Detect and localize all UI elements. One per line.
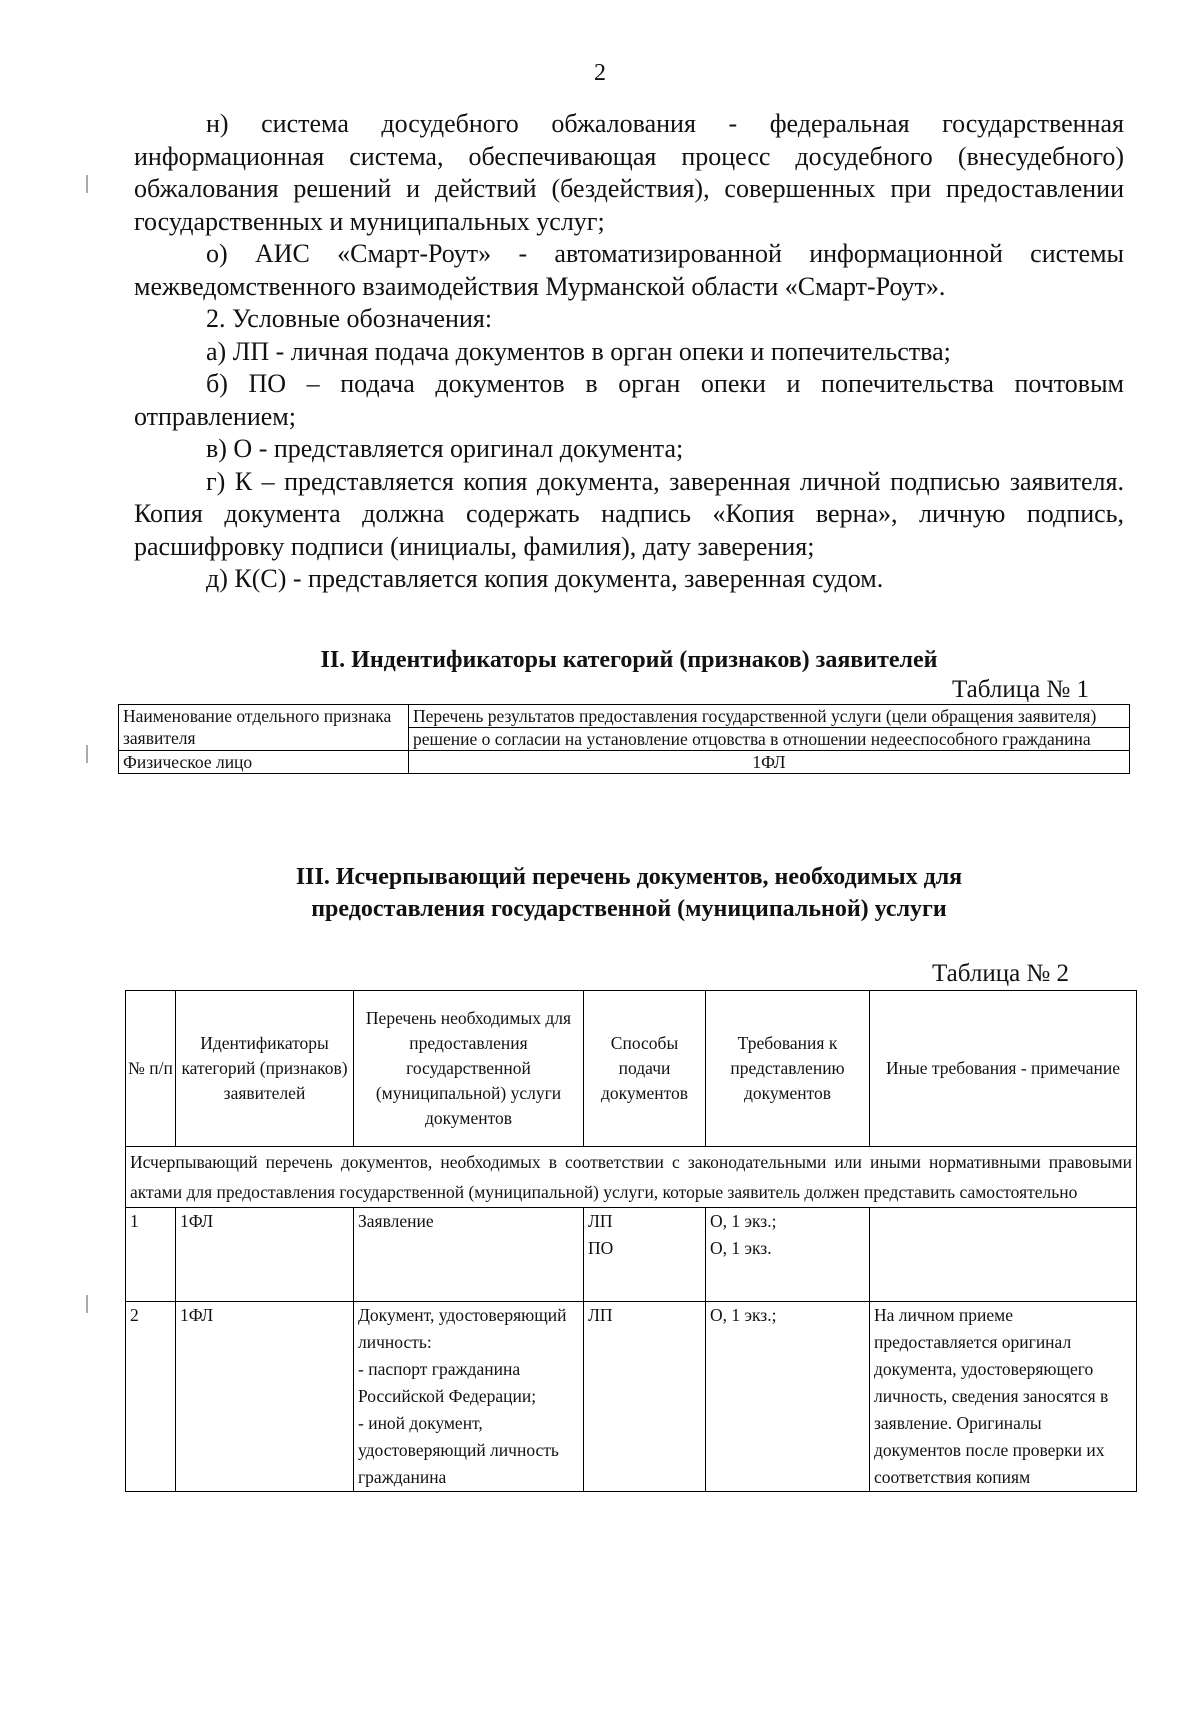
paragraph: о) АИС «Смарт-Роут» - автоматизированной информационной системы межведомственного взаимодействия Мурманской области «Смарт-Роут».	[134, 239, 1124, 301]
table-1-row-label: Физическое лицо	[119, 751, 409, 774]
table-2-cell-num: 1	[126, 1208, 176, 1302]
paragraph: в) О - представляется оригинал документа;	[206, 434, 684, 463]
table-2-cell-id: 1ФЛ	[176, 1302, 354, 1492]
table-2-header-docs: Перечень необходимых для предоставления государственной (муниципальной) услуги документов	[354, 991, 584, 1147]
table-2-cell-req: О, 1 экз.;	[706, 1302, 870, 1492]
table-2-cell-num: 2	[126, 1302, 176, 1492]
table-2	[125, 990, 1137, 1492]
paragraph: б) ПО – подача документов в орган опеки и попечительства почтовым отправлением;	[134, 369, 1124, 431]
paragraph: г) К – представляется копия документа, заверенная личной подписью заявителя. Копия документа должна содержать надпись «Копия верна», личную подпись, расшифровку подписи (инициалы, фамилия), дату заверения;	[134, 466, 1124, 561]
table-1-row-value: 1ФЛ	[409, 751, 1130, 774]
table-2-header-requirements: Требования к представлению документов	[706, 991, 870, 1147]
margin-mark	[86, 1295, 88, 1313]
table-2-cell-doc: Заявление	[354, 1208, 584, 1302]
paragraph: а) ЛП - личная подача документов в орган опеки и попечительства;	[206, 336, 951, 366]
table-1-caption: Таблица № 1	[952, 676, 1090, 703]
page-number: 2	[594, 60, 606, 86]
table-2-cell-doc: Документ, удостоверяющий личность: - паспорт гражданина Российской Федерации; - иной документ, удостоверяющий личность гражданина	[354, 1302, 584, 1492]
table-1-header-results: Перечень результатов предоставления государственной услуги (цели обращения заявителя)	[409, 705, 1130, 728]
table-2-span-row: Исчерпывающий перечень документов, необходимых в соответствии с законодательными или иными нормативными правовыми актами для предоставления государственной (муниципальной) услуги, которые заявитель должен представить самостоятельно	[126, 1147, 1137, 1208]
table-2-cell-method: ЛП	[584, 1302, 706, 1492]
body-text	[134, 108, 1124, 596]
paragraph: д) К(С) - представляется копия документа, заверенная судом.	[206, 564, 884, 593]
table-2-cell-note: На личном приеме предоставляется оригинал документа, удостоверяющего личность, сведения заносятся в заявление. Оригиналы документов после проверки их соответствия копиям	[870, 1302, 1137, 1492]
table-2-header-ids: Идентификаторы категорий (признаков) заявителей	[176, 991, 354, 1147]
table-2-header-num: № п/п	[126, 991, 176, 1147]
margin-mark	[86, 745, 88, 763]
section-3-title-line1: III. Исчерпывающий перечень документов, необходимых для	[295, 864, 963, 890]
table-1-subheader: решение о согласии на установление отцовства в отношении недееспособного гражданина	[409, 728, 1130, 751]
table-1-header-attribute: Наименование отдельного признака заявителя	[119, 705, 409, 751]
table-2-cell-id: 1ФЛ	[176, 1208, 354, 1302]
table-2-header-methods: Способы подачи документов	[584, 991, 706, 1147]
section-3-title-line2: предоставления государственной (муниципальной) услуги	[311, 896, 947, 922]
paragraph: н) система досудебного обжалования - федеральная государственная информационная система, обеспечивающая процесс досудебного (внесудебного) обжалования решений и действий (бездействия), совершенных при предоставлении государственных и муниципальных услуг;	[134, 109, 1124, 236]
table-2-cell-method: ЛП ПО	[584, 1208, 706, 1302]
margin-mark	[86, 175, 88, 193]
section-2-title: II. Индентификаторы категорий (признаков) заявителей	[320, 647, 938, 673]
table-2-cell-req: О, 1 экз.; О, 1 экз.	[706, 1208, 870, 1302]
table-2-header-notes: Иные требования - примечание	[870, 991, 1137, 1147]
table-2-cell-note	[870, 1208, 1137, 1302]
table-2-caption: Таблица № 2	[932, 960, 1070, 987]
table-1	[118, 704, 1130, 774]
paragraph: 2. Условные обозначения:	[206, 304, 493, 333]
